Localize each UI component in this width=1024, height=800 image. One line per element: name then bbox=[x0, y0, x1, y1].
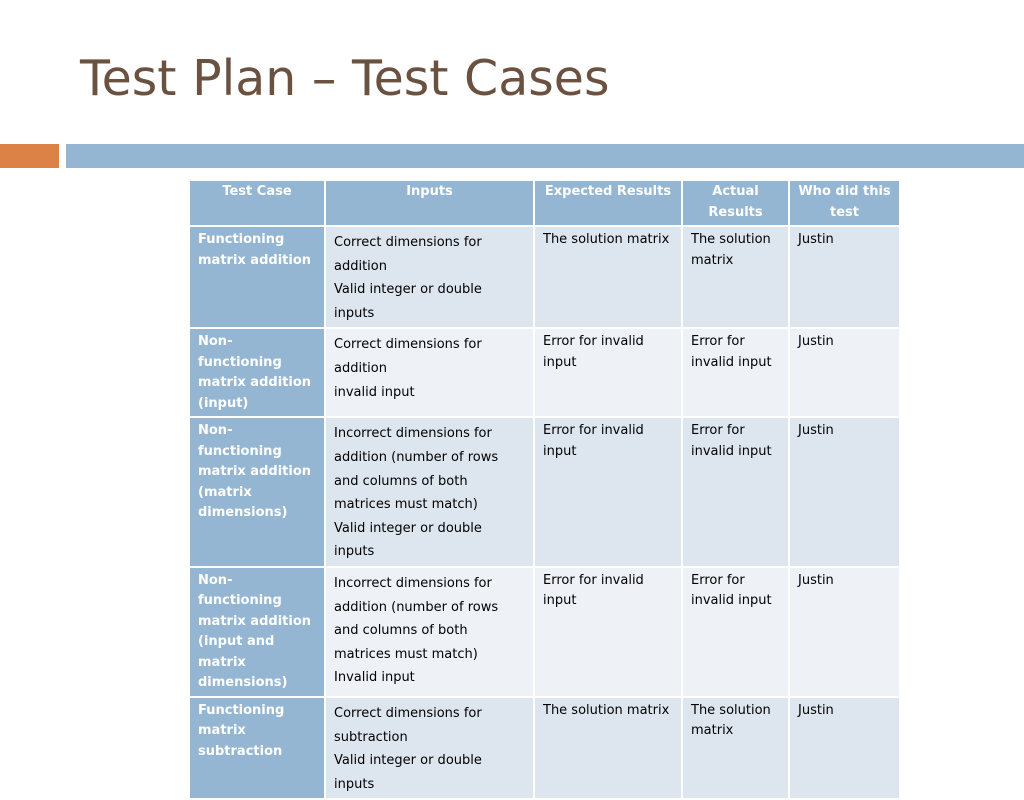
tester-cell: Justin bbox=[789, 697, 900, 799]
table-row bbox=[189, 328, 900, 417]
header-who-did-test: Who did this test bbox=[789, 180, 900, 226]
table-row bbox=[189, 567, 900, 697]
input-line: Valid integer or double inputs bbox=[334, 520, 482, 560]
slide-title: Test Plan – Test Cases bbox=[80, 50, 610, 107]
actual-results-cell: Error for invalid input bbox=[682, 417, 789, 567]
tester-cell: Justin bbox=[789, 328, 900, 417]
inputs-cell bbox=[325, 328, 534, 417]
input-line: Correct dimensions for subtraction bbox=[334, 705, 482, 745]
input-line: Invalid input bbox=[334, 670, 415, 686]
header-expected-results: Expected Results bbox=[534, 180, 682, 226]
inputs-cell bbox=[325, 417, 534, 567]
accent-bar-blue bbox=[66, 144, 1024, 168]
inputs-cell bbox=[325, 567, 534, 697]
header-actual-results: Actual Results bbox=[682, 180, 789, 226]
input-line: invalid input bbox=[334, 384, 415, 400]
input-line: Incorrect dimensions for addition (number of rows and columns of both matrices must match) bbox=[334, 426, 499, 513]
header-test-case: Test Case bbox=[189, 180, 325, 226]
test-case-cell: Non-functioning matrix addition (matrix dimensions) bbox=[189, 417, 325, 567]
test-case-cell: Non-functioning matrix addition (input and matrix dimensions) bbox=[189, 567, 325, 697]
table-header-row bbox=[189, 180, 900, 226]
tester-cell: Justin bbox=[789, 226, 900, 328]
input-line: Correct dimensions for addition bbox=[334, 337, 482, 376]
expected-results-cell: Error for invalid input bbox=[534, 417, 682, 567]
input-line: Incorrect dimensions for addition (number of rows and columns of both matrices must match) bbox=[334, 575, 499, 662]
table-row bbox=[189, 226, 900, 328]
actual-results-cell: Error for invalid input bbox=[682, 328, 789, 417]
actual-results-cell: Error for invalid input bbox=[682, 567, 789, 697]
test-cases-table bbox=[188, 179, 901, 800]
expected-results-cell: Error for invalid input bbox=[534, 328, 682, 417]
expected-results-cell: The solution matrix bbox=[534, 226, 682, 328]
table-row bbox=[189, 417, 900, 567]
table-row bbox=[189, 697, 900, 799]
actual-results-cell: The solution matrix bbox=[682, 226, 789, 328]
actual-results-cell: The solution matrix bbox=[682, 697, 789, 799]
expected-results-cell: Error for invalid input bbox=[534, 567, 682, 697]
expected-results-cell: The solution matrix bbox=[534, 697, 682, 799]
accent-bar-orange bbox=[0, 144, 59, 168]
tester-cell: Justin bbox=[789, 417, 900, 567]
test-case-cell: Functioning matrix addition bbox=[189, 226, 325, 328]
inputs-cell bbox=[325, 226, 534, 328]
header-inputs: Inputs bbox=[325, 180, 534, 226]
tester-cell: Justin bbox=[789, 567, 900, 697]
input-line: Correct dimensions for addition bbox=[334, 235, 482, 274]
test-case-cell: Functioning matrix subtraction bbox=[189, 697, 325, 799]
input-line: Valid integer or double inputs bbox=[334, 282, 482, 321]
test-case-cell: Non-functioning matrix addition (input) bbox=[189, 328, 325, 417]
input-line: Valid integer or double inputs bbox=[334, 753, 482, 792]
inputs-cell bbox=[325, 697, 534, 799]
